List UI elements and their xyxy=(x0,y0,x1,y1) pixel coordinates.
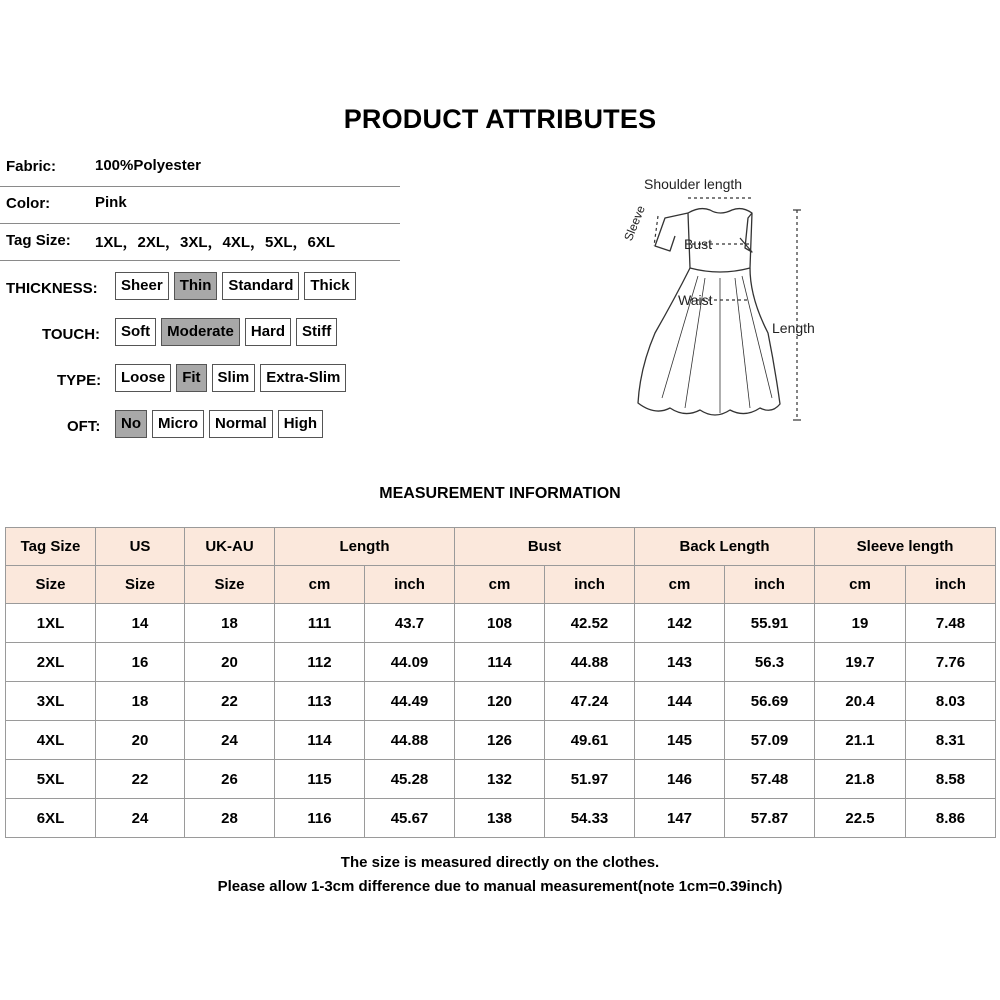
header-cell: inch xyxy=(365,566,455,604)
table-cell: 49.61 xyxy=(545,721,635,760)
table-cell: 113 xyxy=(275,682,365,721)
table-cell: 44.88 xyxy=(365,721,455,760)
table-row xyxy=(6,643,996,682)
header-row-1 xyxy=(6,528,996,566)
header-cell: inch xyxy=(725,566,815,604)
table-cell: 8.31 xyxy=(906,721,996,760)
option-high[interactable]: High xyxy=(278,410,323,438)
header-cell: Size xyxy=(6,566,96,604)
note-measured: The size is measured directly on the clothes. xyxy=(340,854,660,871)
tag-size-label: Tag Size: xyxy=(6,232,71,249)
table-cell: 18 xyxy=(96,682,185,721)
table-cell: 111 xyxy=(275,604,365,643)
table-cell: 2XL xyxy=(6,643,96,682)
fabric-label: Fabric: xyxy=(6,158,57,175)
table-cell: 16 xyxy=(96,643,185,682)
table-cell: 144 xyxy=(635,682,725,721)
table-cell: 44.49 xyxy=(365,682,455,721)
table-cell: 6XL xyxy=(6,799,96,838)
fabric-value: 100%Polyester xyxy=(95,157,201,174)
table-cell: 22 xyxy=(96,760,185,799)
option-hard[interactable]: Hard xyxy=(245,318,291,346)
table-cell: 142 xyxy=(635,604,725,643)
page-title: PRODUCT ATTRIBUTES xyxy=(343,104,657,134)
table-cell: 42.52 xyxy=(545,604,635,643)
header-cell: inch xyxy=(906,566,996,604)
table-cell: 143 xyxy=(635,643,725,682)
table-cell: 145 xyxy=(635,721,725,760)
length-label: Length xyxy=(772,320,815,336)
table-cell: 22 xyxy=(185,682,275,721)
table-cell: 8.58 xyxy=(906,760,996,799)
table-cell: 4XL xyxy=(6,721,96,760)
option-thin[interactable]: Thin xyxy=(174,272,218,300)
table-cell: 43.7 xyxy=(365,604,455,643)
table-cell: 21.8 xyxy=(815,760,906,799)
table-cell: 120 xyxy=(455,682,545,721)
option-normal[interactable]: Normal xyxy=(209,410,273,438)
type-options xyxy=(115,364,346,392)
table-cell: 20.4 xyxy=(815,682,906,721)
shoulder-length-label: Shoulder length xyxy=(644,176,743,192)
table-cell: 138 xyxy=(455,799,545,838)
color-value: Pink xyxy=(95,194,127,211)
header-cell: cm xyxy=(275,566,365,604)
table-cell: 57.87 xyxy=(725,799,815,838)
option-extra-slim[interactable]: Extra-Slim xyxy=(260,364,346,392)
sleeve-label: Sleeve xyxy=(621,203,648,243)
table-cell: 14 xyxy=(96,604,185,643)
table-cell: 51.97 xyxy=(545,760,635,799)
table-body xyxy=(6,604,996,838)
thickness-label: THICKNESS: xyxy=(6,280,98,297)
fabric-row xyxy=(0,150,400,187)
option-stiff[interactable]: Stiff xyxy=(296,318,337,346)
table-row xyxy=(6,760,996,799)
header-cell: Sleeve length xyxy=(815,528,996,566)
table-cell: 54.33 xyxy=(545,799,635,838)
header-cell: Size xyxy=(185,566,275,604)
table-cell: 20 xyxy=(96,721,185,760)
measurement-title: MEASUREMENT INFORMATION xyxy=(379,485,621,502)
table-cell: 114 xyxy=(455,643,545,682)
table-cell: 126 xyxy=(455,721,545,760)
option-standard[interactable]: Standard xyxy=(222,272,299,300)
table-cell: 45.28 xyxy=(365,760,455,799)
table-cell: 108 xyxy=(455,604,545,643)
option-soft[interactable]: Soft xyxy=(115,318,156,346)
option-loose[interactable]: Loose xyxy=(115,364,171,392)
oft-options xyxy=(115,410,323,438)
table-cell: 8.86 xyxy=(906,799,996,838)
table-cell: 56.3 xyxy=(725,643,815,682)
header-cell: Bust xyxy=(455,528,635,566)
table-cell: 19.7 xyxy=(815,643,906,682)
option-sheer[interactable]: Sheer xyxy=(115,272,169,300)
note-difference: Please allow 1-3cm difference due to manual measurement(note 1cm=0.39inch) xyxy=(217,878,783,895)
option-fit[interactable]: Fit xyxy=(176,364,206,392)
table-cell: 45.67 xyxy=(365,799,455,838)
color-label: Color: xyxy=(6,195,51,212)
table-cell: 18 xyxy=(185,604,275,643)
table-cell: 24 xyxy=(185,721,275,760)
option-moderate[interactable]: Moderate xyxy=(161,318,240,346)
table-cell: 47.24 xyxy=(545,682,635,721)
table-cell: 116 xyxy=(275,799,365,838)
table-cell: 57.09 xyxy=(725,721,815,760)
option-thick[interactable]: Thick xyxy=(304,272,355,300)
table-cell: 26 xyxy=(185,760,275,799)
type-label: TYPE: xyxy=(57,372,102,389)
header-cell: UK-AU xyxy=(185,528,275,566)
table-cell: 24 xyxy=(96,799,185,838)
table-cell: 146 xyxy=(635,760,725,799)
touch-options xyxy=(115,318,337,346)
table-cell: 112 xyxy=(275,643,365,682)
table-cell: 114 xyxy=(275,721,365,760)
header-cell: cm xyxy=(455,566,545,604)
size-table xyxy=(5,527,996,838)
table-cell: 57.48 xyxy=(725,760,815,799)
header-cell: inch xyxy=(545,566,635,604)
table-cell: 55.91 xyxy=(725,604,815,643)
table-cell: 22.5 xyxy=(815,799,906,838)
header-row-2 xyxy=(6,566,996,604)
table-cell: 21.1 xyxy=(815,721,906,760)
table-row xyxy=(6,799,996,838)
dress-diagram xyxy=(600,168,840,438)
oft-label: OFT: xyxy=(67,418,101,435)
table-cell: 8.03 xyxy=(906,682,996,721)
header-cell: cm xyxy=(815,566,906,604)
table-cell: 115 xyxy=(275,760,365,799)
option-no[interactable]: No xyxy=(115,410,147,438)
table-cell: 56.69 xyxy=(725,682,815,721)
table-cell: 19 xyxy=(815,604,906,643)
table-cell: 147 xyxy=(635,799,725,838)
header-cell: Length xyxy=(275,528,455,566)
table-cell: 1XL xyxy=(6,604,96,643)
table-cell: 7.76 xyxy=(906,643,996,682)
color-row xyxy=(0,187,400,224)
header-cell: Back Length xyxy=(635,528,815,566)
tag-size-value: 1XL，2XL，3XL，4XL，5XL，6XL xyxy=(95,234,336,251)
table-cell: 44.09 xyxy=(365,643,455,682)
header-cell: US xyxy=(96,528,185,566)
table-cell: 44.88 xyxy=(545,643,635,682)
table-row xyxy=(6,604,996,643)
table-row xyxy=(6,682,996,721)
header-cell: cm xyxy=(635,566,725,604)
table-cell: 7.48 xyxy=(906,604,996,643)
table-cell: 20 xyxy=(185,643,275,682)
header-cell: Size xyxy=(96,566,185,604)
tag-size-row xyxy=(0,224,400,261)
table-cell: 3XL xyxy=(6,682,96,721)
waist-label: Waist xyxy=(678,292,713,308)
thickness-options xyxy=(115,272,356,300)
option-slim[interactable]: Slim xyxy=(212,364,256,392)
bust-label: Bust xyxy=(684,236,713,252)
header-cell: Tag Size xyxy=(6,528,96,566)
table-cell: 5XL xyxy=(6,760,96,799)
touch-label: TOUCH: xyxy=(42,326,101,343)
option-micro[interactable]: Micro xyxy=(152,410,204,438)
table-cell: 132 xyxy=(455,760,545,799)
table-row xyxy=(6,721,996,760)
table-cell: 28 xyxy=(185,799,275,838)
